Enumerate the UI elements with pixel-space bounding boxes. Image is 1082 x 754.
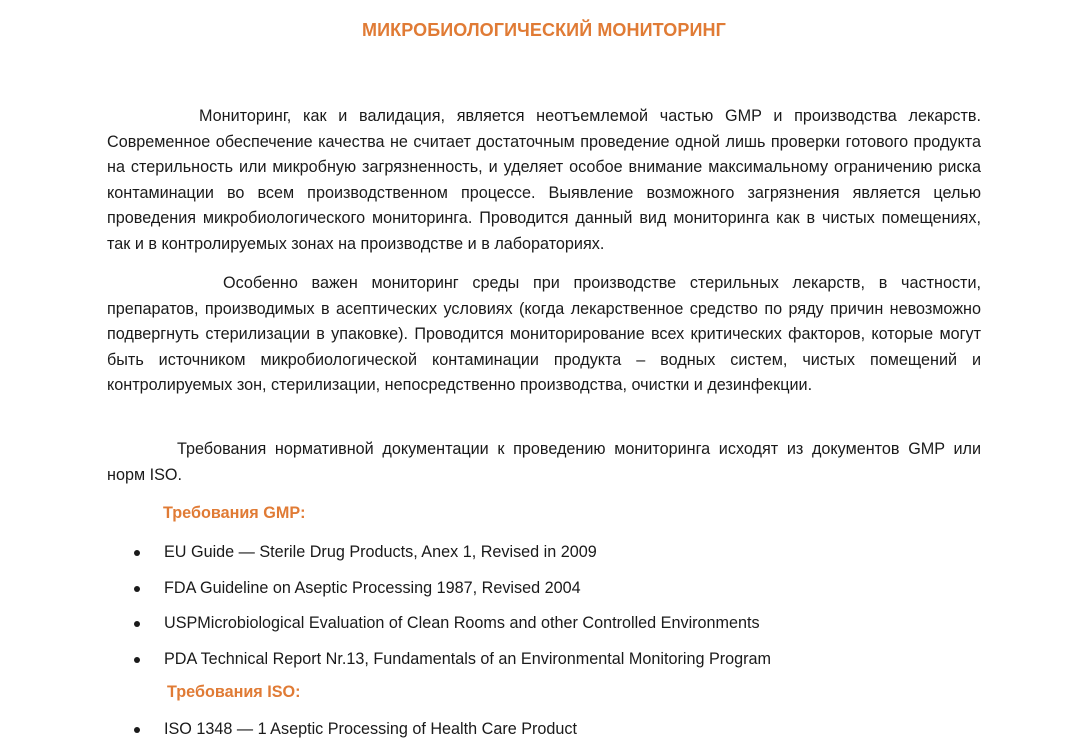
- paragraph-sterile-production: Особенно важен мониторинг среды при производстве стерильных лекарств, в частности, препаратов, производимых в асептических условиях (когда лекарственное средство по ряду причин невозможно подвергнуть стерилизации в упаковке). Проводится мониторирование всех критических факторов, которые могут быть источником микробиологической контаминации продукта – водных систем, чистых помещений и контролируемых зон, стерилизации, непосредственно производства, очистки и дезинфекции.: [107, 274, 981, 394]
- bullet-icon: [134, 586, 140, 592]
- list-item-text: EU Guide — Sterile Drug Products, Anex 1, Revised in 2009: [164, 543, 597, 561]
- paragraph-normative-requirements: Требования нормативной документации к проведению мониторинга исходят из документов GMP или норм ISO.: [107, 440, 981, 484]
- document-title: МИКРОБИОЛОГИЧЕСКИЙ МОНИТОРИНГ: [362, 20, 726, 40]
- bullet-icon: [134, 621, 140, 627]
- list-item-text: USPMicrobiological Evaluation of Clean Rooms and other Controlled Environments: [164, 614, 760, 632]
- list-item-text: PDA Technical Report Nr.13, Fundamentals of an Environmental Monitoring Program: [164, 649, 772, 668]
- iso-requirements-heading: Требования ISO:: [167, 683, 301, 701]
- bullet-icon: [134, 657, 140, 663]
- paragraph-monitoring-intro: Мониторинг, как и валидация, является неотъемлемой частью GMP и производства лекарств. Современное обеспечение качества не считает достаточным проведение одной лишь проверки готового продукта на стерильность или микробную загрязненность, и уделяет особое внимание максимальному ограничению риска контаминации во всем производственном процессе. Выявление возможного загрязнения является целью проведения микробиологического мониторинга. Проводится данный вид мониторинга как в чистых помещениях, так и в контролируемых зонах на производстве и в лабораториях.: [107, 107, 981, 253]
- bullet-icon: [134, 727, 140, 733]
- list-item-text: ISO 1348 — 1 Aseptic Processing of Health Care Product: [164, 720, 577, 738]
- gmp-requirements-heading: Требования GMP:: [163, 504, 306, 522]
- bullet-icon: [134, 550, 140, 556]
- list-item-text: FDA Guideline on Aseptic Processing 1987, Revised 2004: [164, 578, 581, 597]
